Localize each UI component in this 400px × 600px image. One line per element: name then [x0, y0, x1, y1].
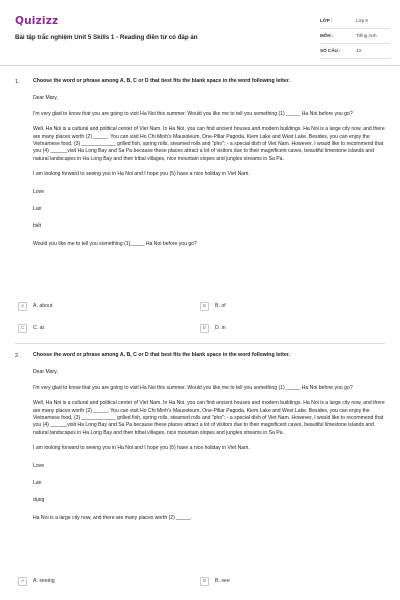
- question-extra-word: dụng: [33, 497, 45, 504]
- letter-signature: Lan: [33, 479, 42, 486]
- quizizz-logo: Quizizz: [15, 15, 59, 27]
- question-instruction: Choose the word or phrase among A, B, C or D that best fits the blank space in the word following letter.: [33, 352, 290, 358]
- document-header: [0, 0, 400, 66]
- letter-greeting: Dear Mary,: [33, 94, 58, 101]
- letter-closing: Love: [33, 188, 45, 195]
- option-letter-box: D: [200, 324, 209, 333]
- option-d[interactable]: [200, 324, 226, 333]
- meta-value-grade: Lớp 6: [356, 17, 368, 23]
- letter-paragraph-1: I'm very glad to know that you are going to visit Ha Noi this summer. Would you like me to tell you something (1) _____ Ha Noi before you go?: [33, 110, 353, 117]
- option-letter-box: B: [200, 302, 209, 311]
- option-c[interactable]: [18, 324, 44, 333]
- option-letter-box: C: [18, 324, 27, 333]
- letter-greeting: Dear Mary,: [33, 368, 58, 375]
- letter-paragraph-2: Well, Ha Noi is a cultural and political center of Viet Nam. In Ha Noi, you can find ancient houses and modern buildings. Ha Noi is a large city now, and there are many places worth (2) _____. You can visit Ho Chi Minh's Mausoleum, One-Pillar Pagoda, Kiem Lake and West Lake. Besides, you can enjoy the Vietnamese food, (3) ____________ grilled fish, spring rolls, steamed rolls and "pho"; - a special dish of Viet Nam. However, I would like to recommend that you (4) ______visit Ha Long Bay and Sa Pa because these places attract a lot of visitors due to their magnificent caves, beautiful limestone islands and natural landscapes in Ha Long Bay and their tribal villages, nice mountain slopes and jungles streams in Sa Pa.: [33, 126, 385, 162]
- letter-closing: Love: [33, 462, 45, 469]
- letter-paragraph-3: I am looking forward to seeing you in Ha Noi and I hope you (5) have a nice holiday in Viet Nam.: [33, 445, 250, 452]
- question-prompt: Would you like me to tell you something (1)_____ Ha Noi before you go?: [33, 240, 197, 247]
- question-number: 2.: [15, 353, 20, 359]
- letter-signature: Lan: [33, 205, 42, 212]
- option-a[interactable]: [18, 577, 55, 586]
- question-prompt: Ha Noi is a large city now, and there are many places worth (2) _____.: [33, 514, 192, 521]
- meta-row-grade: [320, 14, 390, 29]
- meta-table: [320, 14, 390, 59]
- letter-paragraph-1: I'm very glad to know that you are going to visit Ha Noi this summer. Would you like me to tell you something (1) _____ Ha Noi before you go?: [33, 384, 353, 391]
- meta-value-count: 13: [356, 47, 362, 53]
- option-b[interactable]: [200, 577, 230, 586]
- meta-key-count: SỐ CÂU :: [320, 47, 341, 53]
- option-text: A. about: [33, 302, 53, 309]
- option-letter-box: A: [18, 302, 27, 311]
- question-body: [33, 352, 385, 522]
- question-instruction: Choose the word or phrase among A, B, C or D that best fits the blank space in the word following letter.: [33, 78, 290, 84]
- letter-paragraph-3: I am looking forward to seeing you in Ha Noi and I hope you (5) have a nice holiday in Viet Nam.: [33, 171, 250, 178]
- document-title: Bài tập trắc nghiệm Unit 5 Skills 1 - Reading điền từ có đáp án: [15, 34, 198, 41]
- meta-key-grade: LỚP :: [320, 17, 333, 23]
- option-text: C. at: [33, 324, 44, 331]
- meta-row-subject: [320, 29, 390, 44]
- option-letter-box: A: [18, 577, 27, 586]
- question-divider: [15, 343, 385, 344]
- question-extra-word: biết: [33, 223, 42, 230]
- question-body: [33, 78, 385, 248]
- option-letter-box: B: [200, 577, 209, 586]
- option-text: D. in: [215, 324, 226, 331]
- meta-row-count: [320, 44, 390, 59]
- letter-paragraph-2: Well, Ha Noi is a cultural and political center of Viet Nam. In Ha Noi, you can find ancient houses and modern buildings. Ha Noi is a large city now, and there are many places worth (2) _____. You can visit Ho Chi Minh's Mausoleum, One-Pillar Pagoda, Kiem Lake and West Lake. Besides, you can enjoy the Vietnamese food, (3) ____________ grilled fish, spring rolls, steamed rolls and "pho"; - a special dish of Viet Nam. However, I would like to recommend that you (4) ______visit Ha Long Bay and Sa Pa because these places attract a lot of visitors due to their magnificent caves, beautiful limestone islands and natural landscapes in Ha Long Bay and their tribal villages, nice mountain slopes and jungles streams in Sa Pa.: [33, 400, 385, 436]
- meta-value-subject: Tiếng Anh: [356, 32, 377, 38]
- meta-key-subject: MÔN :: [320, 32, 334, 38]
- question-number: 1.: [15, 79, 20, 85]
- option-a[interactable]: [18, 302, 52, 311]
- option-text: B. of: [215, 302, 226, 309]
- option-text: A. seeing: [33, 577, 55, 584]
- option-text: B. see: [215, 577, 230, 584]
- option-b[interactable]: [200, 302, 226, 311]
